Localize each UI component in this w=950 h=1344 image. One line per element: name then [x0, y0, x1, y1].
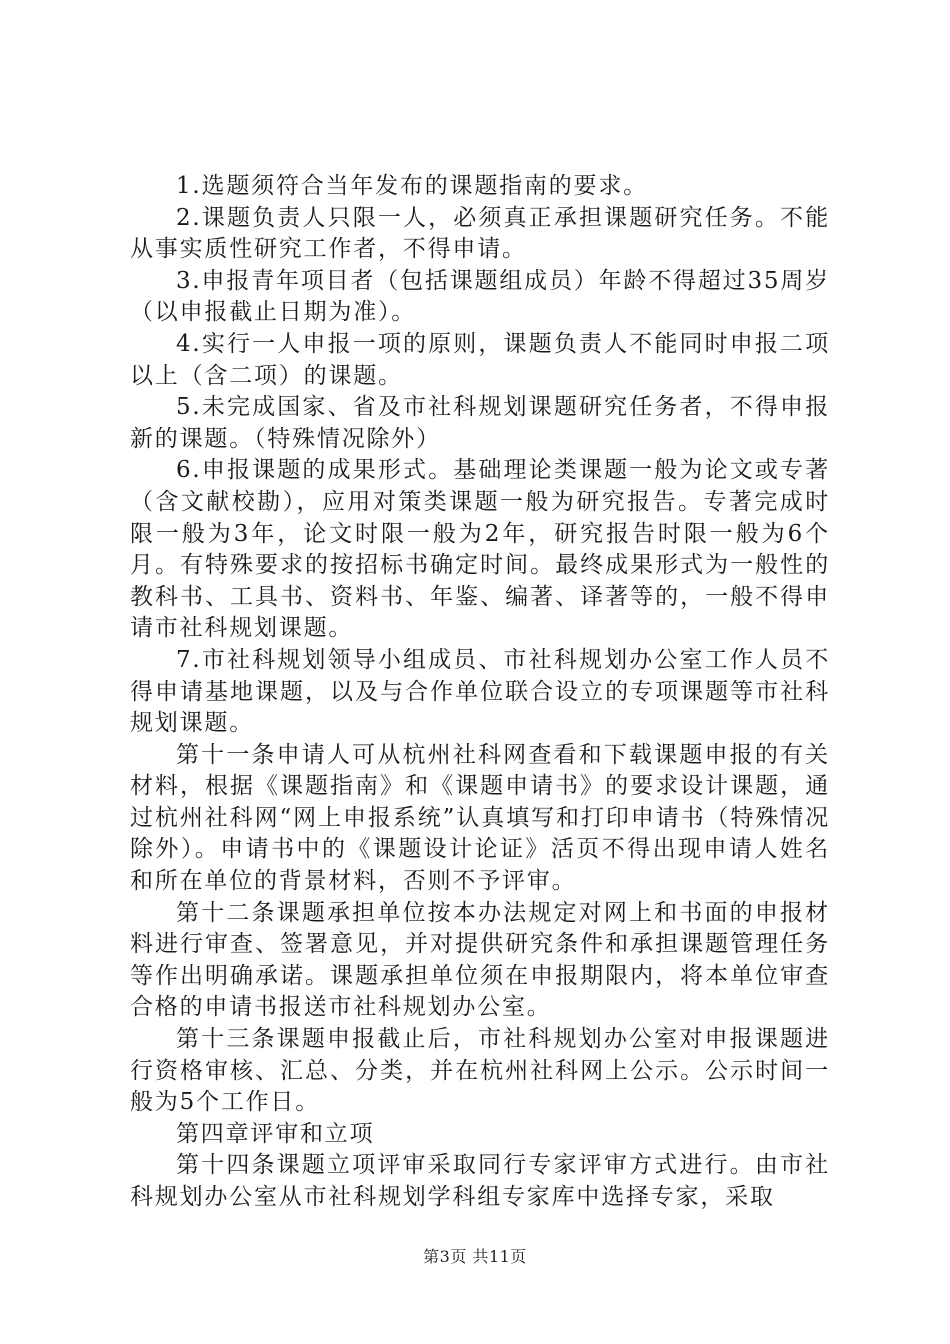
paragraph-rule-5: 5.未完成国家、省及市社科规划课题研究任务者，不得申报新的课题。（特殊情况除外）: [130, 394, 830, 452]
chapter-heading: 第四章评审和立项: [176, 1120, 375, 1147]
paragraph-article-11: 第十一条申请人可从杭州社科网查看和下载课题申报的有关材料，根据《课题指南》和《课题申请书》的要求设计课题，通过杭州社科网“网上申报系统”认真填写和打印申请书（特殊情况除外）。申请书中的《课题设计论证》活页不得出现申请人姓名和所在单位的背景材料，否则不予评审。: [130, 741, 830, 895]
paragraph-article-14: 第十四条课题立项评审采取同行专家评审方式进行。由市社科规划办公室从市社科规划学科组专家库中选择专家，采取: [130, 1152, 830, 1210]
paragraph-rule-3: 3.申报青年项目者（包括课题组成员）年龄不得超过35周岁（以申报截止日期为准）。: [130, 267, 830, 326]
paragraph-rule-1: 1.选题须符合当年发布的课题指南的要求。: [176, 173, 648, 199]
paragraph-rule-4: 4.实行一人申报一项的原则，课题负责人不能同时申报二项以上（含二项）的课题。: [130, 330, 830, 389]
paragraph-rule-2: 2.课题负责人只限一人，必须真正承担课题研究任务。不能从事实质性研究工作者，不得申请。: [130, 204, 830, 263]
page-number-footer: 第3页 共11页: [423, 1247, 527, 1266]
paragraph-article-12: 第十二条课题承担单位按本办法规定对网上和书面的申报材料进行审查、签署意见，并对提供研究条件和承担课题管理任务等作出明确承诺。课题承担单位须在申报期限内，将本单位审查合格的申请书报送市社科规划办公室。: [130, 899, 830, 1021]
paragraph-rule-7: 7.市社科规划领导小组成员、市社科规划办公室工作人员不得申请基地课题，以及与合作单位联合设立的专项课题等市社科规划课题。: [130, 646, 830, 737]
paragraph-rule-6: 6.申报课题的成果形式。基础理论类课题一般为论文或专著（含文献校勘），应用对策类课题一般为研究报告。专著完成时限一般为3年，论文时限一般为2年，研究报告时限一般为6个月。有特殊要求的按招标书确定时间。最终成果形式为一般性的教科书、工具书、资料书、年鉴、编著、译著等的，一般不得申请市社科规划课题。: [130, 457, 830, 642]
document-body: [130, 171, 830, 1214]
paragraph-article-13: 第十三条课题申报截止后，市社科规划办公室对申报课题进行资格审核、汇总、分类，并在杭州社科网上公示。公示时间一般为5个工作日。: [130, 1026, 830, 1116]
